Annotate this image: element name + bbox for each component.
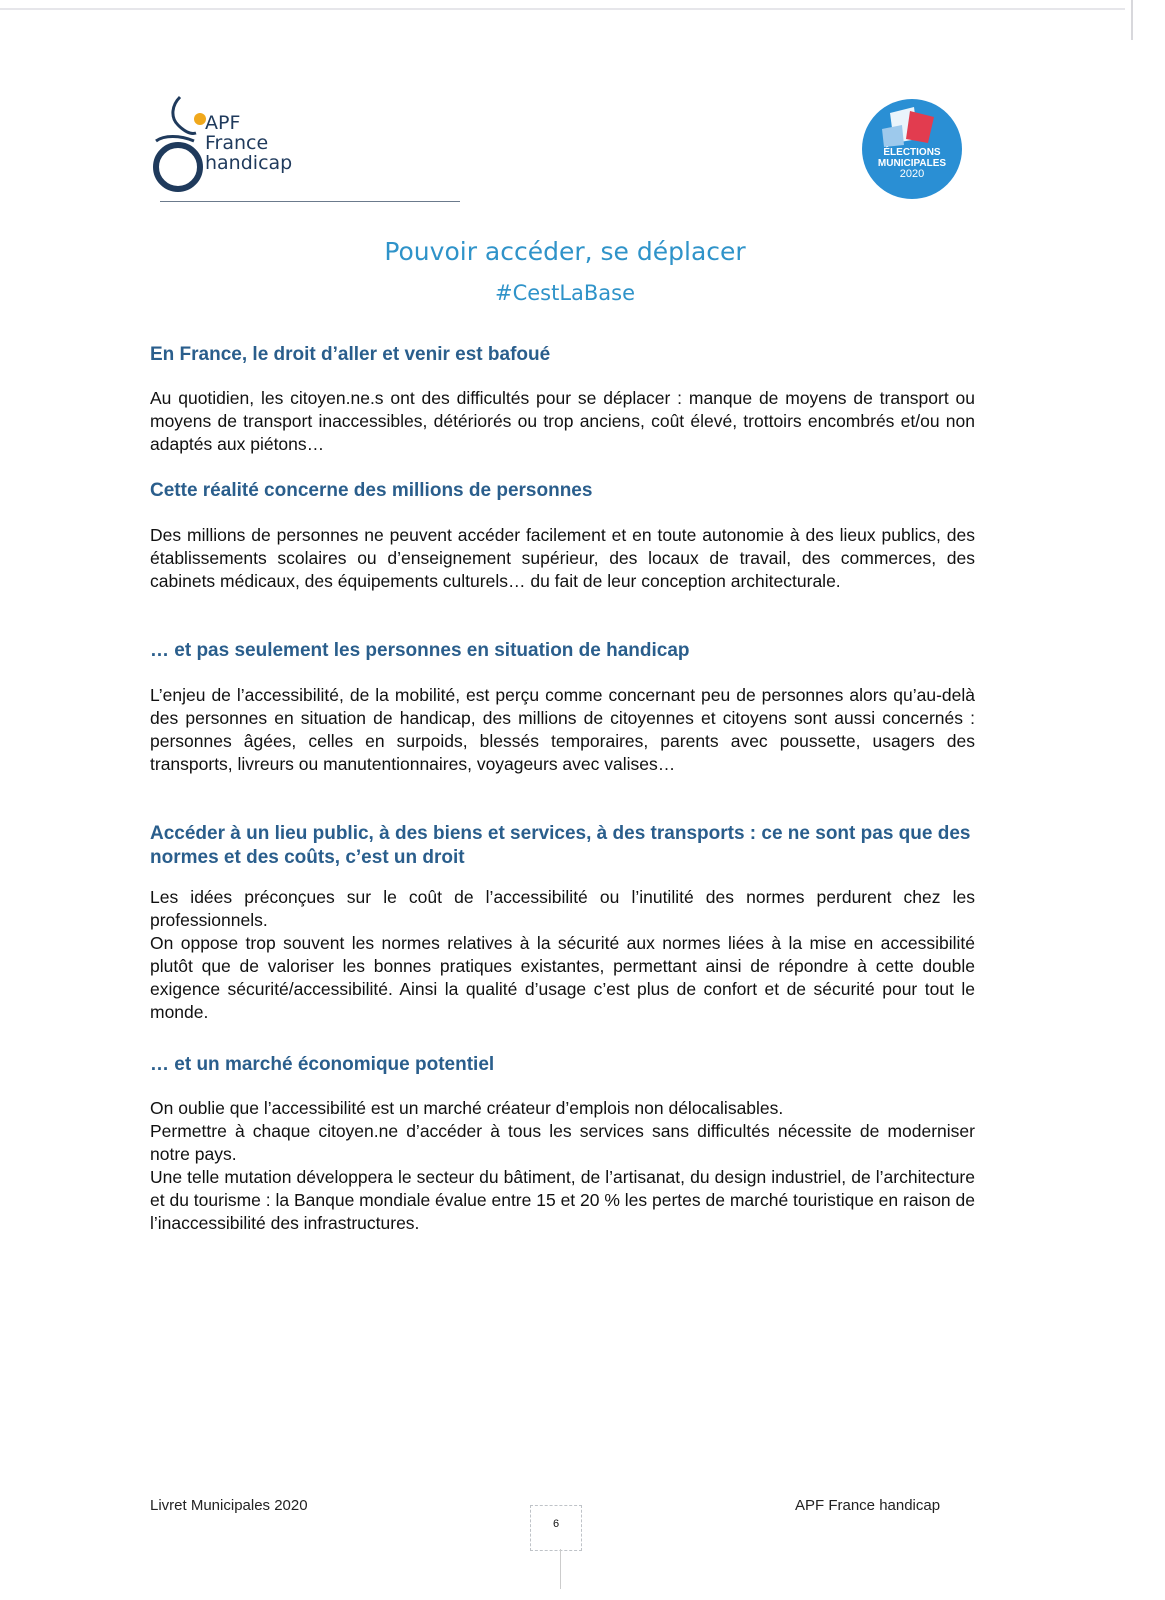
badge-line-2: MUNICIPALES <box>877 158 947 169</box>
badge-line-1: ÉLECTIONS <box>883 147 941 158</box>
apf-logo-icon <box>150 95 210 195</box>
section-millions <box>150 479 975 593</box>
section-paragraph: L’enjeu de l’accessibilité, de la mobilité, est perçu comme concernant peu de personnes alors qu’au-delà des personnes en situation de handicap, des millions de citoyennes et citoyens sont aussi concernés : personnes âgées, celles en surpoids, blessés temporaires, parents avec poussette, usagers des transports, livreurs ou manutentionnaires, voyageurs avec valises… <box>150 685 975 774</box>
section-heading: En France, le droit d’aller et venir est bafoué <box>150 344 551 365</box>
logo-line-1: APF <box>205 112 241 134</box>
badge-year: 2020 <box>899 168 925 180</box>
badge-text <box>862 147 962 180</box>
section-droit-acces <box>150 822 975 1024</box>
scan-top-edge <box>0 8 1125 10</box>
section-handicap <box>150 639 975 776</box>
section-paragraph: Une telle mutation développera le secteur du bâtiment, de l’artisanat, du design industriel, de l’architecture et du tourisme : la Banque mondiale évalue entre 15 et 20 % les pertes de marché touristique en raison de l’inaccessibilité des infrastructures. <box>150 1167 975 1233</box>
section-paragraph: Les idées préconçues sur le coût de l’accessibilité ou l’inutilité des normes perdurent chez les professionnels. <box>150 887 975 930</box>
section-paragraph: On oublie que l’accessibilité est un marché créateur d’emplois non délocalisables. <box>150 1098 784 1118</box>
section-heading: Cette réalité concerne des millions de personnes <box>150 480 593 501</box>
section-paragraph: Des millions de personnes ne peuvent accéder facilement et en toute autonomie à des lieux publics, des établissements scolaires ou d’enseignement supérieur, des locaux de travail, des commerces, des cabinets médicaux, des équipements culturels… du fait de leur conception architecturale. <box>150 525 975 591</box>
footer-left-text: Livret Municipales 2020 <box>150 1497 308 1514</box>
page-subtitle: #CestLaBase <box>494 281 636 305</box>
page-tick-line <box>560 1549 561 1589</box>
section-paragraph: Au quotidien, les citoyen.ne.s ont des difficultés pour se déplacer : manque de moyens de transport ou moyens de transport inaccessibles, détériorés ou trop anciens, coût élevé, trottoirs encombrés et/ou non adaptés aux piétons… <box>150 388 975 454</box>
logo-underline <box>160 201 460 202</box>
elections-badge <box>862 99 962 199</box>
page-title: Pouvoir accéder, se déplacer <box>384 237 746 266</box>
section-heading: Accéder à un lieu public, à des biens et services, à des transports : ce ne sont pas que des normes et des coûts, c’est un droit <box>150 823 971 868</box>
page-number: 6 <box>552 1518 560 1530</box>
section-marche <box>150 1053 975 1235</box>
logo-text <box>205 113 292 173</box>
section-heading: … et un marché économique potentiel <box>150 1054 495 1075</box>
logo-line-2: France <box>205 132 269 154</box>
apf-logo <box>150 95 320 205</box>
section-droit <box>150 343 975 456</box>
section-paragraph: On oppose trop souvent les normes relatives à la sécurité aux normes liées à la mise en accessibilité plutôt que de valoriser les bonnes pratiques existantes, permettant ainsi de répondre à cette double exigence sécurité/accessibilité. Ainsi la qualité d’usage c’est plus de confort et de sécurité pour tout le monde. <box>150 933 975 1022</box>
page-number-box <box>530 1505 582 1551</box>
section-paragraph: Permettre à chaque citoyen.ne d’accéder à tous les services sans difficultés nécessite de moderniser notre pays. <box>150 1121 975 1164</box>
footer-right-text: APF France handicap <box>795 1497 941 1514</box>
section-heading: … et pas seulement les personnes en situation de handicap <box>150 640 690 661</box>
logo-line-3: handicap <box>205 152 293 174</box>
scan-right-edge <box>1131 0 1133 40</box>
